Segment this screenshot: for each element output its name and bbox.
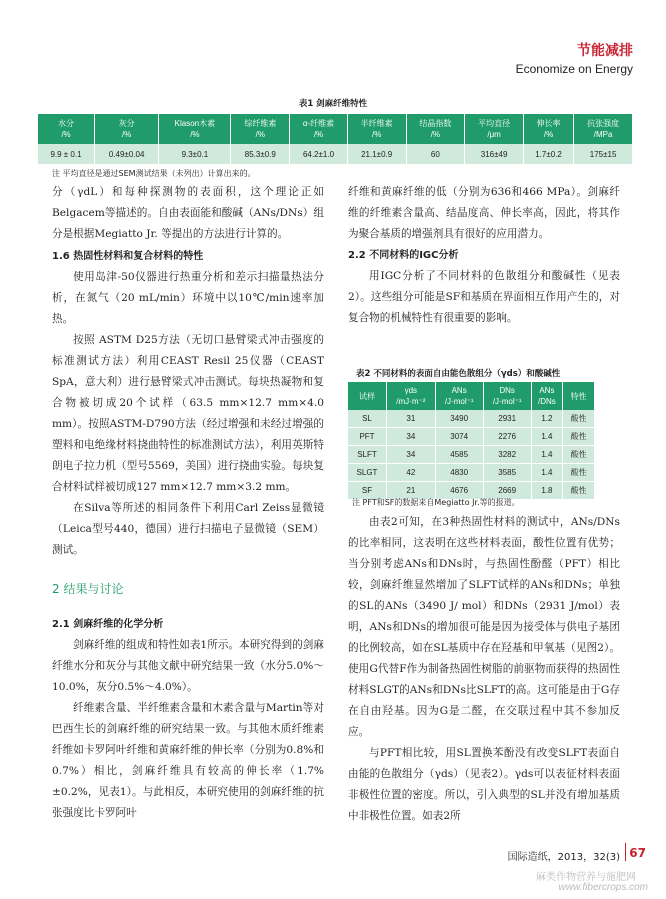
table2-cell: 34 xyxy=(387,446,436,464)
table2-cell: SLGT xyxy=(348,464,387,482)
table1-header-cell: 灰分 /% xyxy=(94,114,158,144)
table1-cell: 9.3±0.1 xyxy=(159,144,231,164)
table2 xyxy=(348,382,595,500)
table1-caption: 表1 剑麻纤维特性 xyxy=(298,99,368,109)
table2-cell: 42 xyxy=(387,464,436,482)
table2-cell: 34 xyxy=(387,428,436,446)
table2-cell: SL xyxy=(348,410,387,428)
section-brand-cn: 节能减排 xyxy=(577,43,633,59)
paragraph: 用IGC分析了不同材料的色散组分和酸碱性（见表2）。这些组分可能是SF和基质在界面相互作用产生的，对复合物的机械特性有很重要的影响。 xyxy=(348,270,620,324)
table2-cell: 1.8 xyxy=(531,482,562,500)
table-row xyxy=(348,410,595,428)
paragraph: 纤维和黄麻纤维的低（分别为636和466 MPa）。剑麻纤维的纤维素含量高、结晶度高、伸长率高，因此，将其作为聚合基质的增强剂具有很好的应用潜力。 xyxy=(348,186,620,240)
table1-cell: 64.2±1.0 xyxy=(290,144,348,164)
table1-header-cell: 综纤维素 /% xyxy=(231,114,290,144)
table1-cell: 1.7±0.2 xyxy=(523,144,573,164)
table2-cell: 酸性 xyxy=(563,446,595,464)
table1-header-cell: 半纤维素 /% xyxy=(347,114,406,144)
paragraph: 纤维素含量、半纤维素含量和木素含量与Martin等对巴西生长的剑麻纤维的研究结果一致。与其他木质纤维素纤维如卡罗阿叶纤维和黄麻纤维的伸长率（分别为0.8%和0.7%）相比，剑麻纤维具有较高的伸长率（1.7%±0.2%，见表1）。与此相反，本研究使用的剑麻纤维的抗张强度比卡罗阿叶 xyxy=(52,702,324,819)
table2-note: 注 PFT和SF的数据来自Megiatto Jr.等的报道。 xyxy=(352,498,520,507)
table1-note: 注 平均直径是通过SEM测试结果（未列出）计算出来的。 xyxy=(52,169,256,178)
table1-cell: 175±15 xyxy=(574,144,633,164)
table2-cell: 4676 xyxy=(435,482,483,500)
table2-caption: 表2 不同材料的表面自由能色散组分（γds）和酸碱性 xyxy=(356,369,561,379)
table1-header-cell: 抗张强度 /MPa xyxy=(574,114,633,144)
table2-cell: 2276 xyxy=(483,428,531,446)
page-number: 67 xyxy=(629,846,646,860)
table2-header-cell: ANs /DNs xyxy=(531,382,562,410)
paragraph: 分（γdL）和每种探测物的表面积，这个理论正如Belgacem等描述的。自由表面能和酸碱（ANs/DNs）组分是根据Megiatto Jr. 等提出的方法进行计算的。 xyxy=(52,186,324,240)
table2-cell: 1.4 xyxy=(531,464,562,482)
paragraph: 使用岛津-50仪器进行热重分析和差示扫描量热法分析，在氮气（20 mL/min）环境中以10℃/min速率加热。 xyxy=(52,271,324,325)
table2-cell: SLFT xyxy=(348,446,387,464)
heading-1-6: 1.6 热固性材料和复合材料的特性 xyxy=(52,251,204,262)
table-row xyxy=(348,446,595,464)
paragraph: 由表2可知，在3种热固性材料的测试中，ANs/DNs的比率相同，这表明在这些材料表面，酸性位置有优势；当分别考虑ANs和DNs时，与热固性酚醛（PFT）相比较，剑麻纤维显然增加了SLFT试样的ANs和DNs；单独的SL的ANs（3490 J/ mol）和DNs（2931 J/mol）表明，ANs和DNs的增加很可能是因为接受体与供电子基团的比例较高，如在SL基质中存在羟基和甲氧基（见图2）。使用G代替F作为制备热固性树脂的前驱物而获得的热固性材料SLGT的ANs和DNs比SLFT的高。这可能是由于G存在自由羟基。因为G是二醛，在交联过程中其不参加反应。 xyxy=(348,516,620,738)
table1-cell: 60 xyxy=(406,144,465,164)
heading-2-1: 2.1 剑麻纤维的化学分析 xyxy=(52,619,164,630)
table2-header-cell: DNs /J·mol⁻¹ xyxy=(483,382,531,410)
table1-cell: 21.1±0.9 xyxy=(347,144,406,164)
table2-header-cell: ANs /J·mol⁻¹ xyxy=(435,382,483,410)
watermark-cn: 麻类作物营养与施肥网 xyxy=(536,872,636,883)
table1-header-cell: 结晶指数 /% xyxy=(406,114,465,144)
table1-cell: 0.49±0.04 xyxy=(94,144,158,164)
paragraph: 按照 ASTM D25方法（无切口悬臂梁式冲击强度的标准测试方法）利用CEAST Resil 25仪器（CEAST SpA，意大利）进行悬臂梁式冲击测试。每块热凝物和复合物被切成20个试样（63.5 mm×12.7 mm×4.0 mm）。按照ASTM-D790方法（经过增强和未经过增强的塑料和电绝缘材料挠曲特性的标准测试方法），利用英斯特朗电子拉力机（型号5569，美国）进行挠曲实验。每块复合材料试样被切成127 mm×12.7 mm×3.2 mm。 xyxy=(52,334,324,493)
table1-header-cell: 平均直径 /μm xyxy=(465,114,524,144)
table2-cell: PFT xyxy=(348,428,387,446)
heading-2-2: 2.2 不同材料的IGC分析 xyxy=(348,250,459,261)
table2-cell: 31 xyxy=(387,410,436,428)
table2-cell: 1.4 xyxy=(531,428,562,446)
table2-cell: 4585 xyxy=(435,446,483,464)
table2-cell: 3585 xyxy=(483,464,531,482)
table2-cell: 酸性 xyxy=(563,428,595,446)
table2-cell: 酸性 xyxy=(563,464,595,482)
left-column xyxy=(52,182,324,824)
table2-header-cell: 试样 xyxy=(348,382,387,410)
footer-divider xyxy=(625,843,626,861)
table1-header-cell: α-纤维素 /% xyxy=(290,114,348,144)
section-2-title: 2 结果与讨论 xyxy=(52,582,124,596)
table1-header-cell: 伸长率 /% xyxy=(523,114,573,144)
table2-header-cell: γds /mJ·m⁻² xyxy=(387,382,436,410)
table2-cell: 2669 xyxy=(483,482,531,500)
table2-cell: 4830 xyxy=(435,464,483,482)
footer-journal: 国际造纸，2013，32(3) xyxy=(507,852,620,863)
table1 xyxy=(38,114,633,164)
table2-cell: 3490 xyxy=(435,410,483,428)
table1-header-cell: 水分 /% xyxy=(38,114,94,144)
table2-cell: 酸性 xyxy=(563,410,595,428)
table2-cell: 21 xyxy=(387,482,436,500)
table-row xyxy=(348,428,595,446)
watermark-url: www.fibercrops.com xyxy=(558,882,648,893)
table2-cell: 1.2 xyxy=(531,410,562,428)
right-column-top xyxy=(348,182,620,329)
table2-cell: 1.4 xyxy=(531,446,562,464)
table2-cell: 2931 xyxy=(483,410,531,428)
paragraph: 与PFT相比较，用SL置换苯酚没有改变SLFT表面自由能的色散组分（γds）（见表2）。γds可以表征材料表面非极性位置的密度。所以，引入典型的SL并没有增加基质中非极性位置。如表2所 xyxy=(348,747,620,822)
table2-header-cell: 特性 xyxy=(563,382,595,410)
table2-cell: 3282 xyxy=(483,446,531,464)
paragraph: 在Silva等所述的相同条件下利用Carl Zeiss显微镜（Leica型号440，德国）进行扫描电子显微镜（SEM）测试。 xyxy=(52,502,324,556)
table-row xyxy=(348,464,595,482)
table1-cell: 9.9 ± 0.1 xyxy=(38,144,94,164)
paragraph: 剑麻纤维的组成和特性如表1所示。本研究得到的剑麻纤维水分和灰分与其他文献中研究结果一致（水分5.0%～10.0%，灰分0.5%～4.0%）。 xyxy=(52,639,324,693)
section-brand-en: Economize on Energy xyxy=(515,62,633,76)
table2-cell: 3074 xyxy=(435,428,483,446)
table1-cell: 316±49 xyxy=(465,144,524,164)
table2-cell: 酸性 xyxy=(563,482,595,500)
table1-cell: 85.3±0.9 xyxy=(231,144,290,164)
table2-cell: SF xyxy=(348,482,387,500)
table1-header-cell: Klason木素 /% xyxy=(159,114,231,144)
right-column-bottom xyxy=(348,512,620,827)
